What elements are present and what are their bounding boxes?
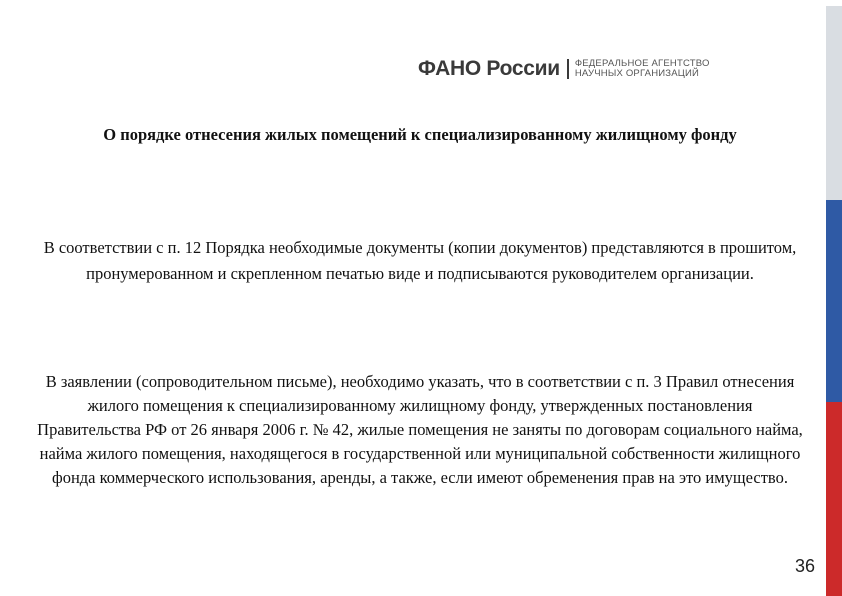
logo-subtitle-line2: НАУЧНЫХ ОРГАНИЗАЦИЙ (574, 68, 700, 79)
side-stripe-red (826, 402, 842, 596)
paragraph-application: В заявлении (сопроводительном письме), необходимо указать, что в соответствии с п. 3 Правил отнесения жилого помещения к специализированному жилищному фонду, утвержденных постановления Правительства РФ от 26 января 2006 г. № 42, жилые помещения не заняты по договорам социального найма, найма жилого помещения, находящегося в государственной или муниципальной собственности жилищного фонда коммерческого использования, аренды, а также, если имеют обременения прав на это имущество. (37, 372, 803, 487)
side-stripe-blue (826, 200, 842, 402)
page-number: 36 (794, 556, 815, 576)
fano-logo (418, 56, 710, 82)
logo-separator (567, 59, 569, 79)
slide-title: О порядке отнесения жилых помещений к специализированному жилищному фонду (103, 125, 737, 144)
logo-main-text: ФАНО России (418, 57, 560, 80)
paragraph-documents: В соответствии с п. 12 Порядка необходимые документы (копии документов) представляются в прошитом, пронумерованном и скрепленном печатью виде и подписываются руководителем организации. (43, 238, 797, 283)
logo-subtitle-line1: ФЕДЕРАЛЬНОЕ АГЕНТСТВО (574, 58, 710, 69)
logo-subtitle (575, 59, 710, 79)
side-stripe-gray (826, 6, 842, 200)
